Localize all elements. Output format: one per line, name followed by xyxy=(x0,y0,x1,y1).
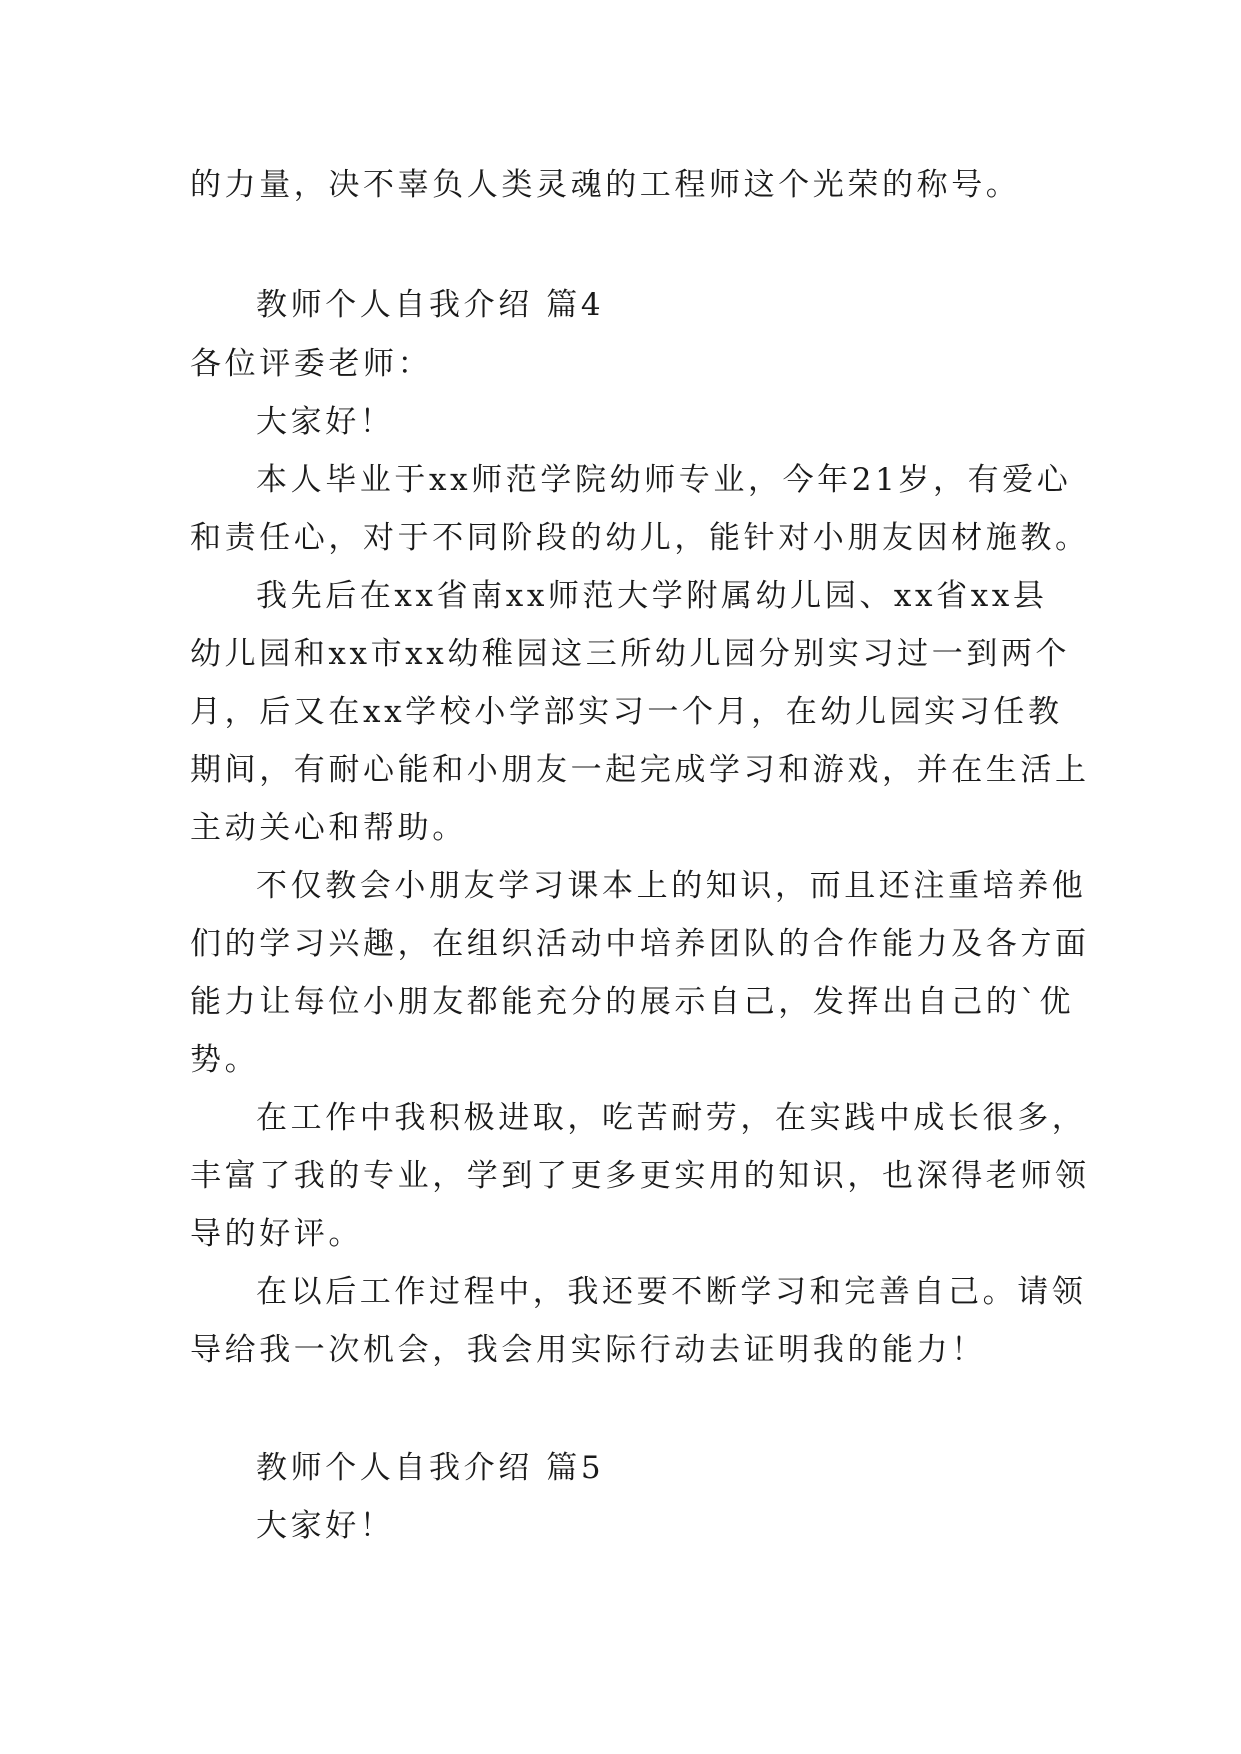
paragraph-line: 导的好评。 xyxy=(190,1216,363,1252)
paragraph-line: 期间，有耐心能和小朋友一起完成学习和游戏，并在生活上 xyxy=(190,752,1090,788)
paragraph-line: 们的学习兴趣，在组织活动中培养团队的合作能力及各方面 xyxy=(190,926,1090,962)
paragraph-line: 本人毕业于xx师范学院幼师专业，今年21岁，有爱心 xyxy=(256,462,1072,498)
greeting-line: 大家好！ xyxy=(256,404,395,440)
paragraph-line: 的力量，决不辜负人类灵魂的工程师这个光荣的称号。 xyxy=(190,167,1021,203)
paragraph-line: 月，后又在xx学校小学部实习一个月，在幼儿园实习任教 xyxy=(190,694,1063,730)
section-heading: 教师个人自我介绍 篇5 xyxy=(256,1450,605,1486)
paragraph-line: 我先后在xx省南xx师范大学附属幼儿园、xx省xx县 xyxy=(256,578,1048,614)
salutation-line: 各位评委老师： xyxy=(190,346,433,382)
paragraph-line: 不仅教会小朋友学习课本上的知识，而且还注重培养他 xyxy=(256,868,1087,904)
paragraph-line: 在以后工作过程中，我还要不断学习和完善自己。请领 xyxy=(256,1274,1087,1310)
paragraph-line: 导给我一次机会，我会用实际行动去证明我的能力！ xyxy=(190,1332,986,1368)
paragraph-line: 主动关心和帮助。 xyxy=(190,810,467,846)
paragraph-line: 丰富了我的专业，学到了更多更实用的知识，也深得老师领 xyxy=(190,1158,1090,1194)
paragraph-line: 能力让每位小朋友都能充分的展示自己，发挥出自己的`优 xyxy=(190,984,1075,1020)
section-heading: 教师个人自我介绍 篇4 xyxy=(256,287,605,323)
paragraph-line: 和责任心，对于不同阶段的幼儿，能针对小朋友因材施教。 xyxy=(190,520,1090,556)
greeting-line: 大家好！ xyxy=(256,1508,395,1544)
paragraph-line: 幼儿园和xx市xx幼稚园这三所幼儿园分别实习过一到两个 xyxy=(190,636,1071,672)
paragraph-line: 在工作中我积极进取，吃苦耐劳，在实践中成长很多， xyxy=(256,1100,1087,1136)
paragraph-line: 势。 xyxy=(190,1042,260,1078)
